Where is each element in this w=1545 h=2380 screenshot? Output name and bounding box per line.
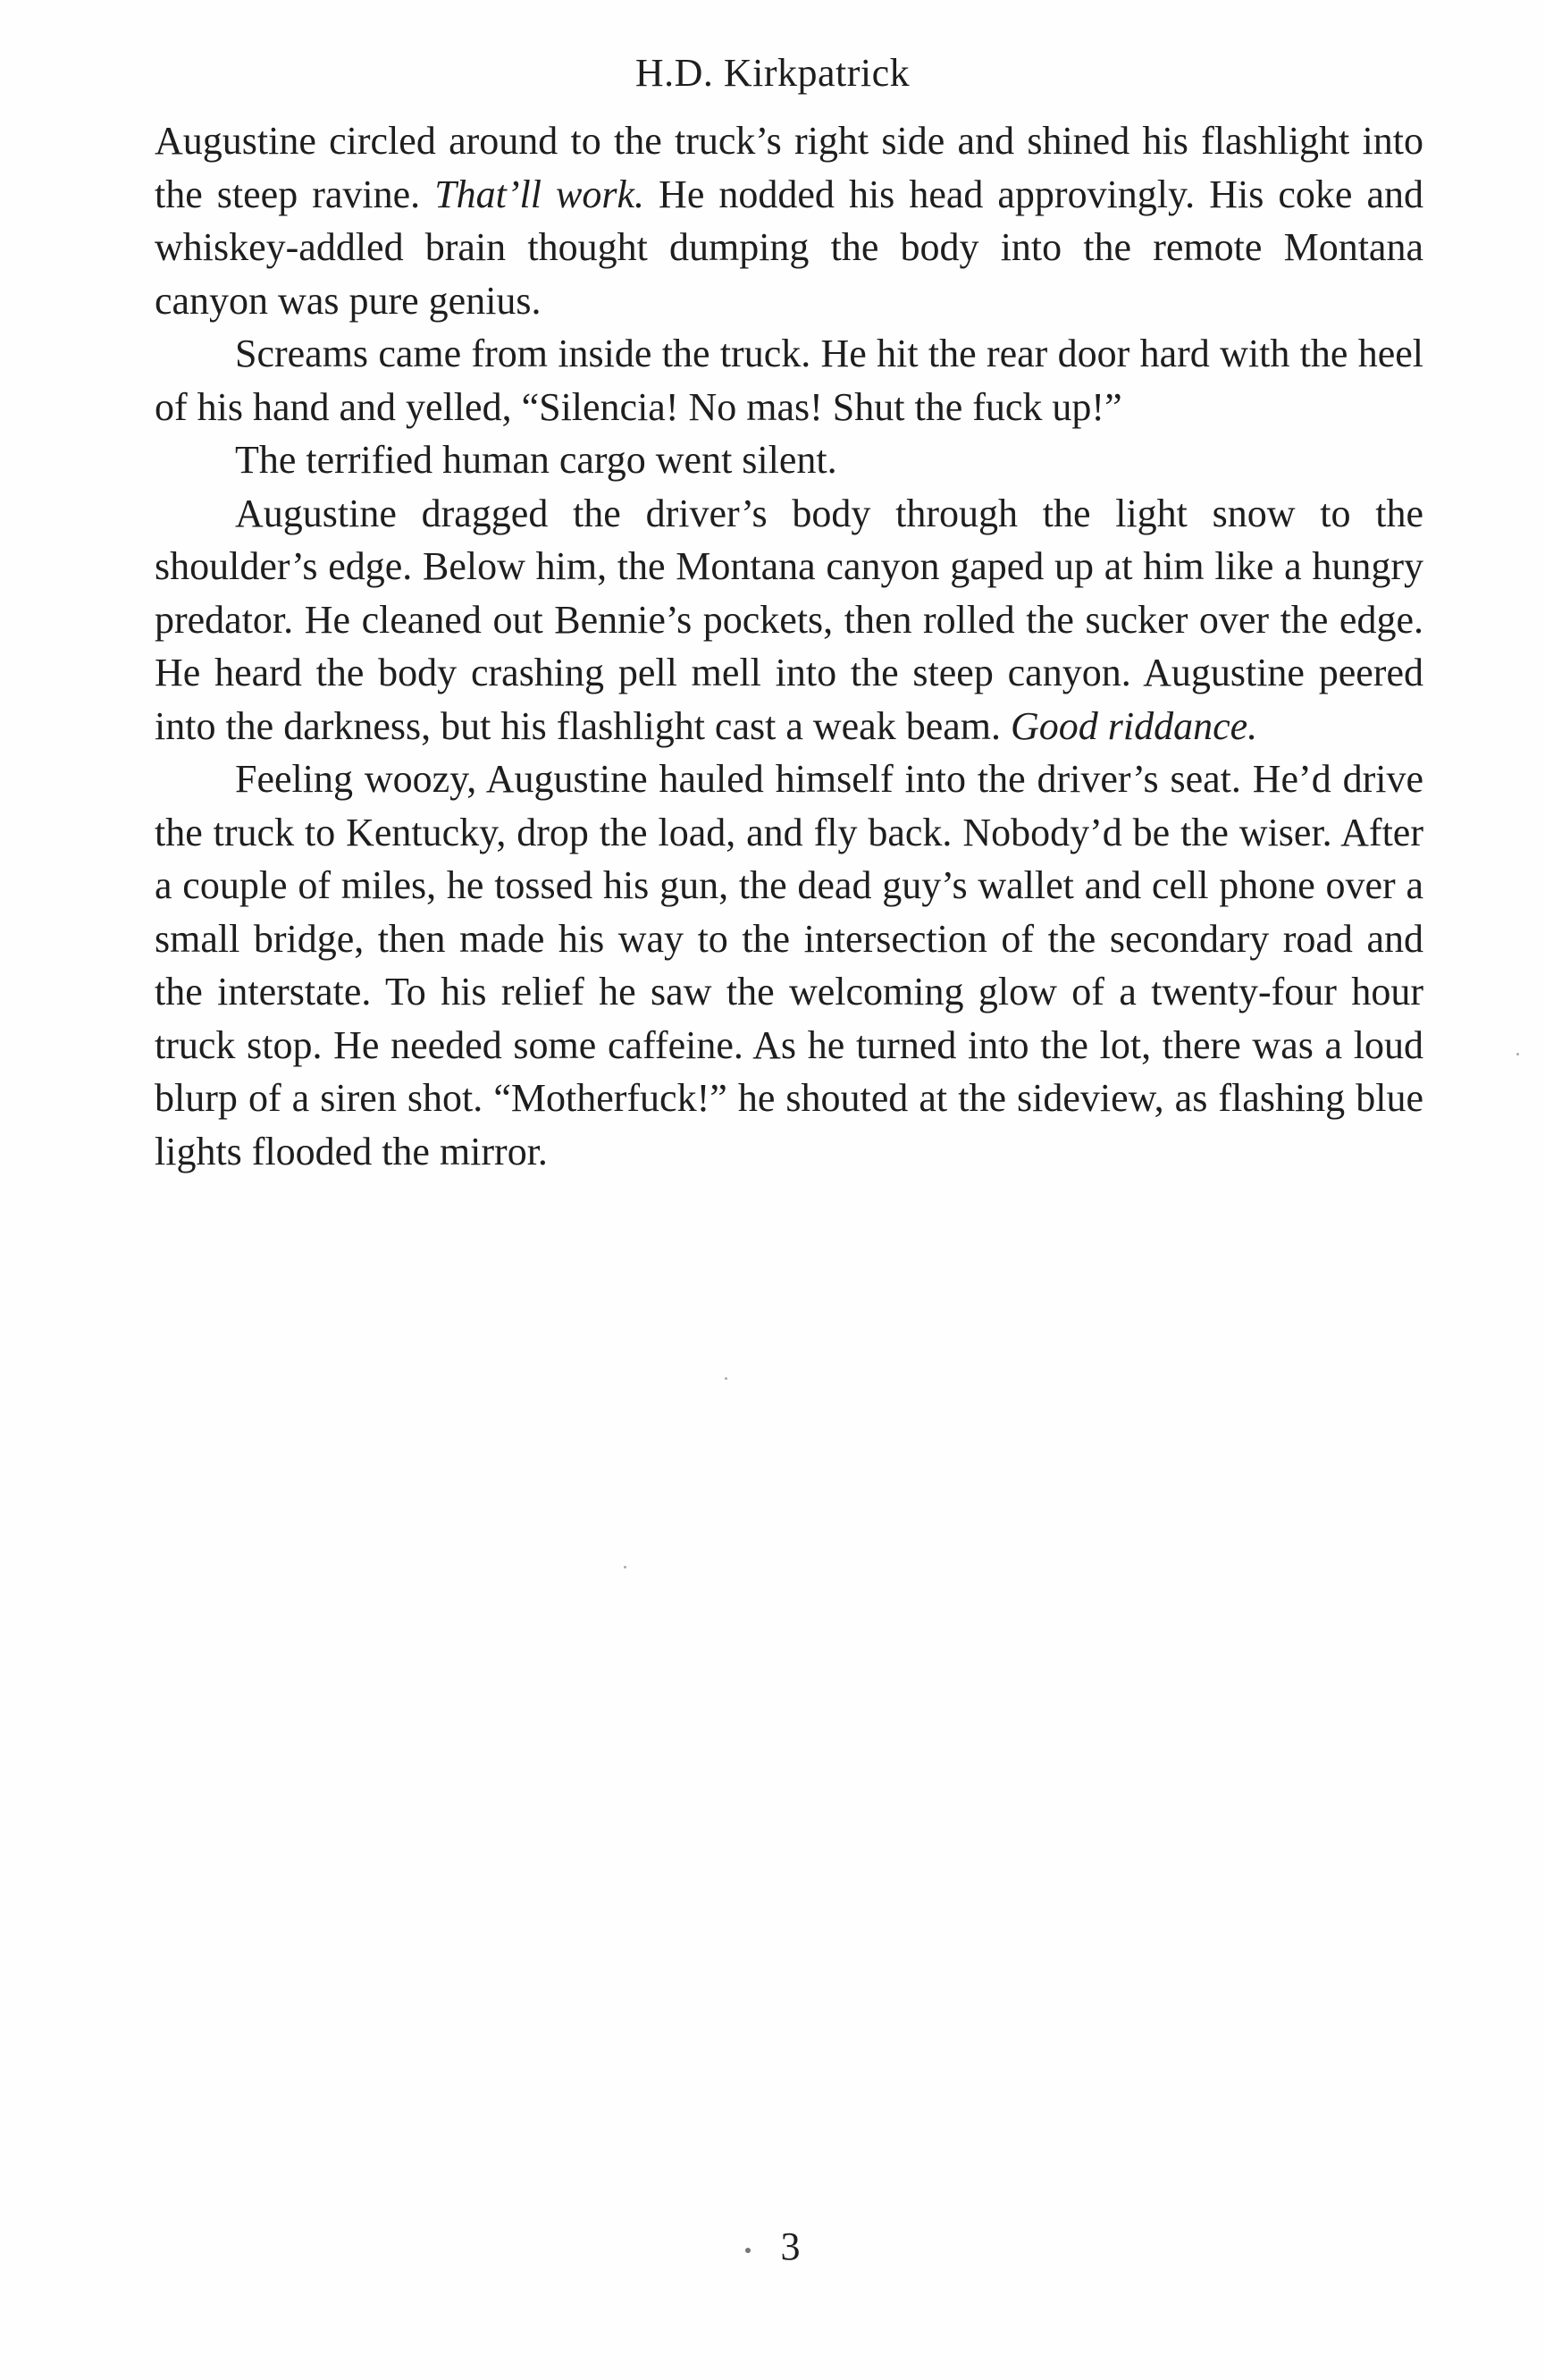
paragraph-2 <box>155 327 1423 433</box>
paper-speck <box>624 1566 626 1568</box>
body-text <box>155 114 1423 1178</box>
running-head-author: H.D. Kirkpatrick <box>634 51 911 95</box>
paragraph-4-text: Augustine dragged the driver’s body through the light snow to the shoulder’s edge. Below him, the Montana canyon gaped up at him like a hungry predator. He cleaned out Bennie’s pockets, then rolled the sucker over the edge. He heard the body crashing pell mell into the steep canyon. Augustine peered into the darkness, but his flashlight cast a weak beam. <box>155 491 1423 748</box>
paragraph-3 <box>155 433 1423 487</box>
paragraph-5-text: Feeling woozy, Augustine hauled himself into the driver’s seat. He’d drive the truck to Kentucky, drop the load, and fly back. Nobody’d be the wiser. After a couple of miles, he tossed his gun, the dead guy’s wallet and cell phone over a small bridge, then made his way to the intersection of the secondary road and the interstate. To his relief he saw the welcoming glow of a twenty-four hour truck stop. He needed some caffeine. As he turned into the lot, there was a loud blurp of a siren shot. “Motherfuck!” he shouted at the sideview, as flashing blue lights flooded the mirror. <box>155 757 1423 1173</box>
paragraph-2-text: Screams came from inside the truck. He hit the rear door hard with the heel of his hand and yelled, “Silencia! No mas! Shut the fuck up!” <box>155 332 1423 429</box>
paragraph-1-italic-thought: That’ll work. <box>434 172 645 216</box>
paragraph-4-italic-thought: Good riddance. <box>1011 703 1258 748</box>
page-number: 3 <box>780 2224 801 2268</box>
paragraph-1-text-a: Augustine circled around to the truck’s right side and shined his flashlight into the steep ravine. <box>155 119 1423 216</box>
page-number-footer <box>0 2220 1545 2274</box>
paragraph-1 <box>155 114 1423 327</box>
paper-speck <box>725 1377 727 1380</box>
paper-speck <box>1516 1053 1519 1055</box>
paragraph-5 <box>155 753 1423 1178</box>
paragraph-1-text-b: He nodded his head approvingly. His coke and whiskey-addled brain thought dumping the body into the remote Montana canyon was pure genius. <box>155 172 1423 323</box>
folio-dot-mark <box>745 2248 751 2253</box>
paragraph-3-text: The terrified human cargo went silent. <box>235 438 837 482</box>
paragraph-4 <box>155 487 1423 753</box>
